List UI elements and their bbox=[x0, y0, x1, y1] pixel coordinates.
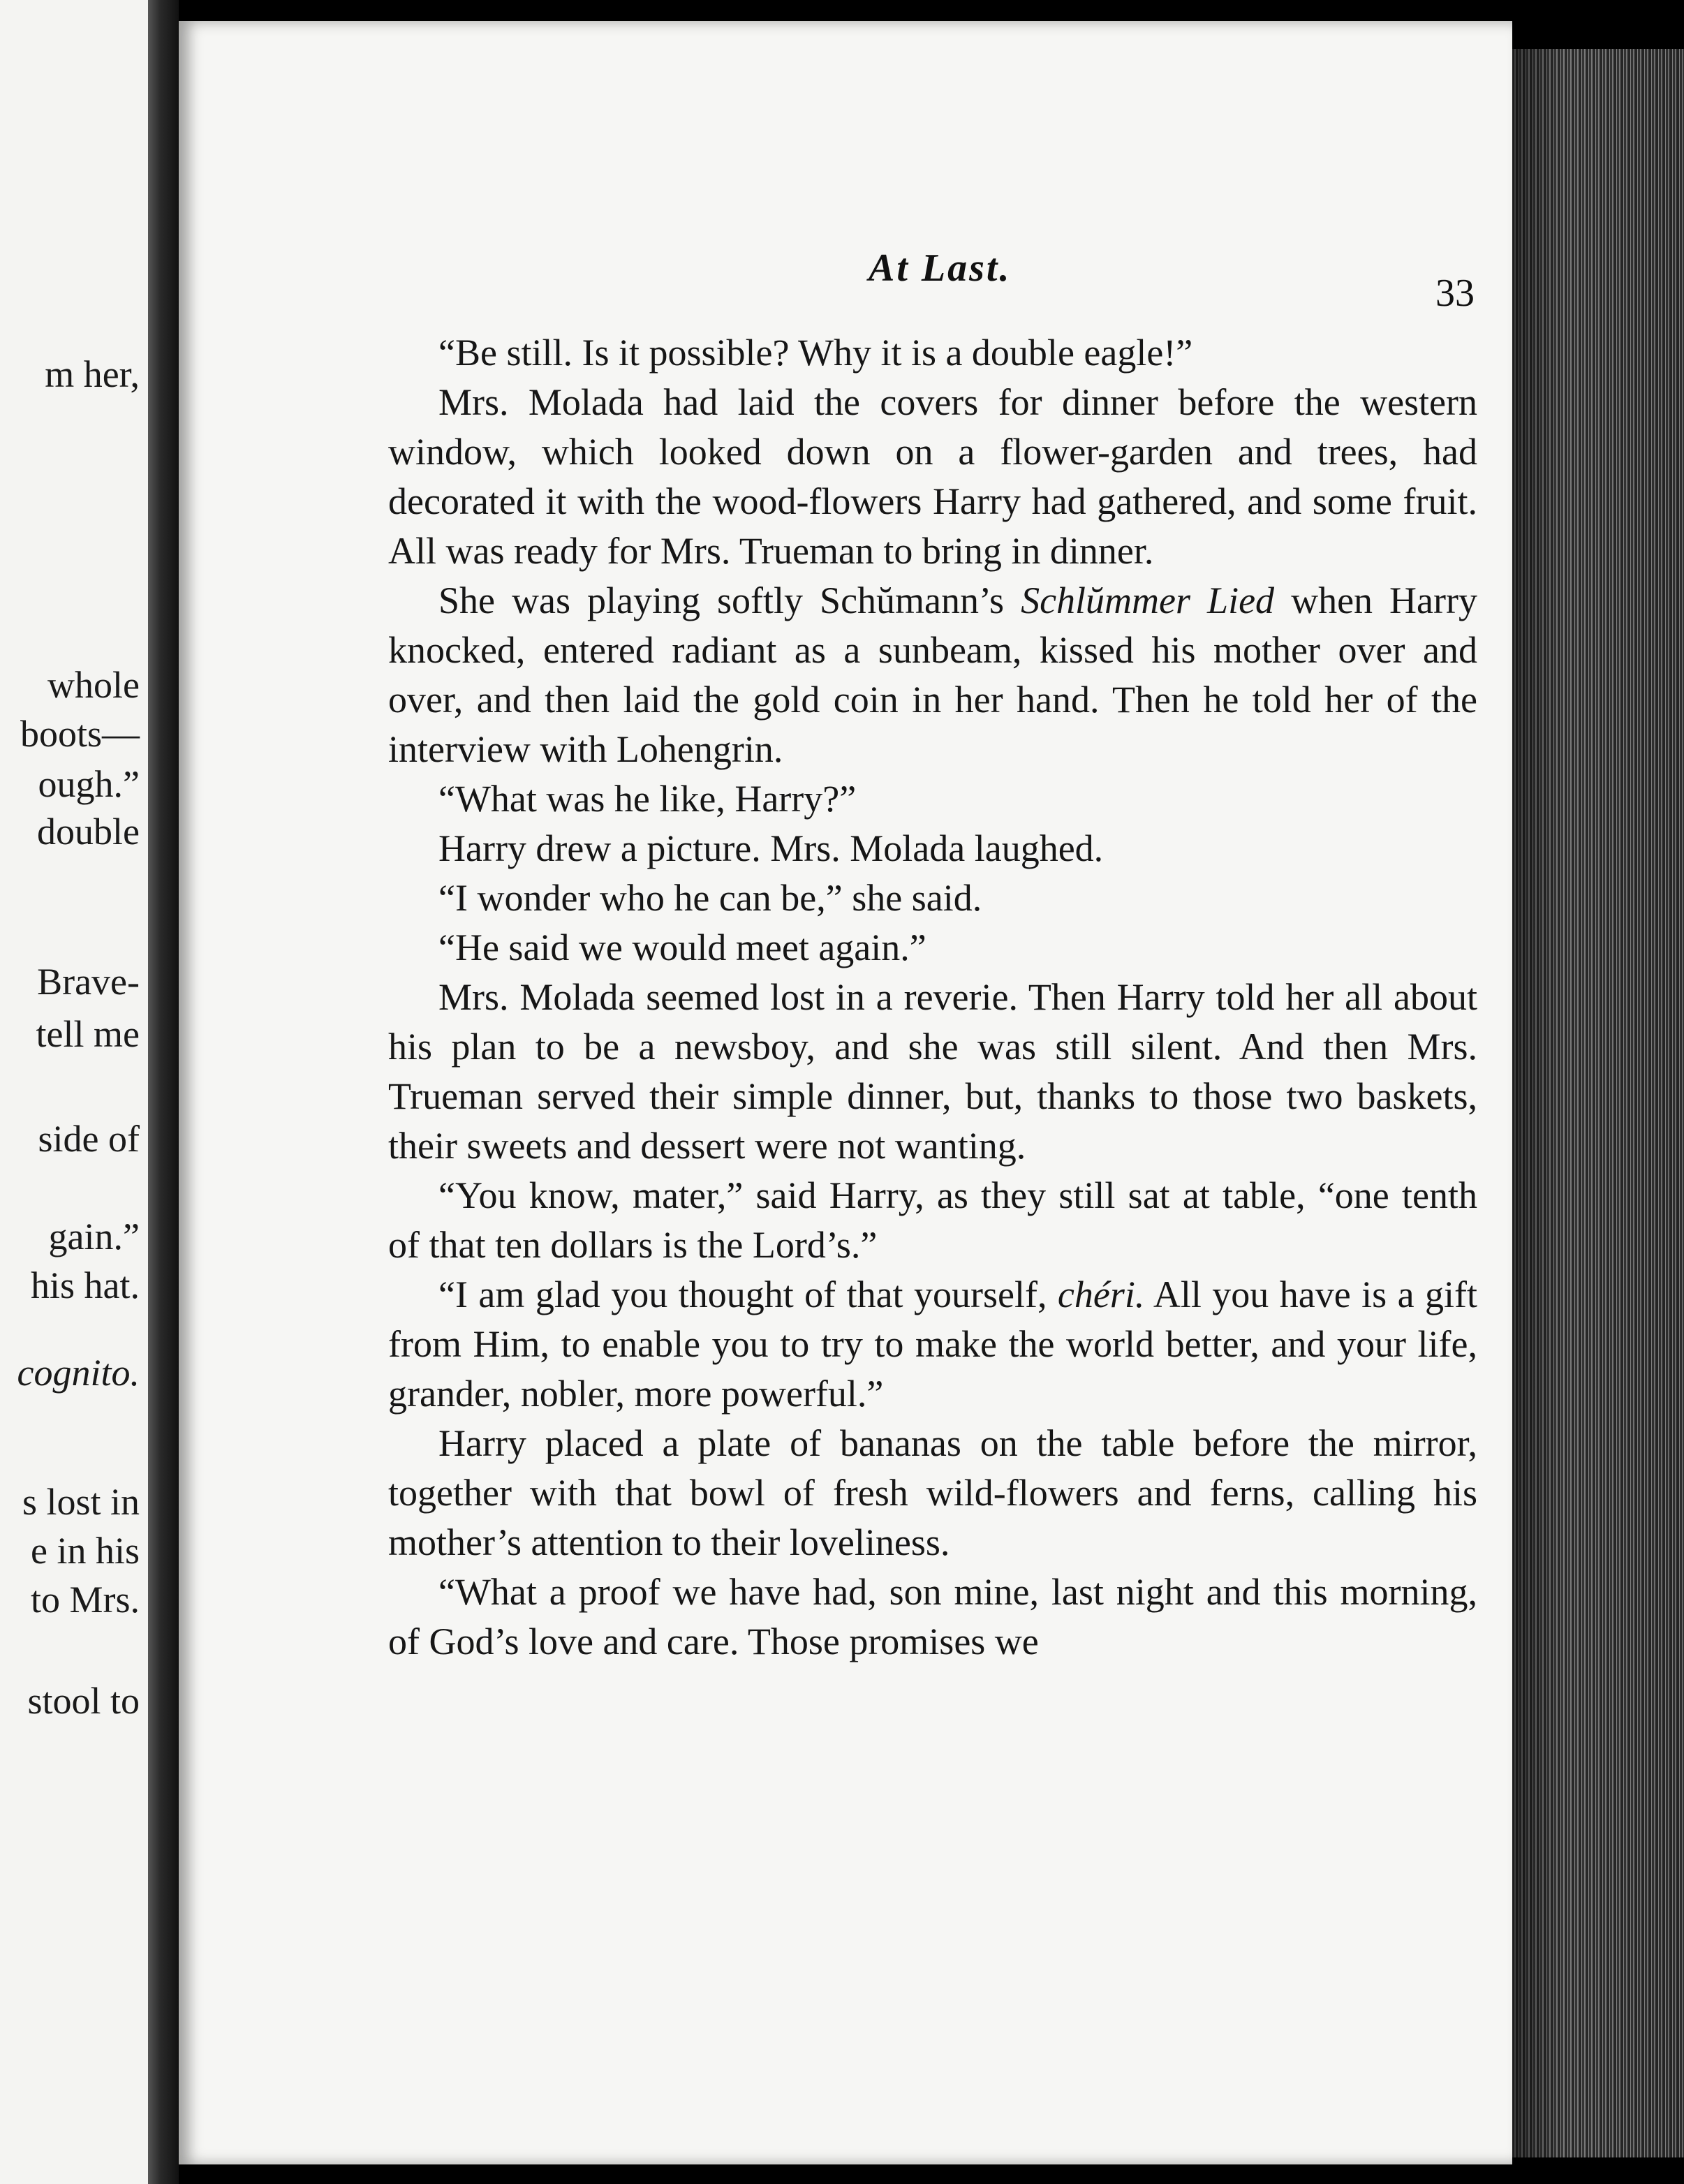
paragraph bbox=[388, 824, 1477, 873]
paragraph bbox=[388, 774, 1477, 824]
text-run: Mrs. Molada seemed lost in a reverie. Then Harry told her all about his plan to be a newsboy, and she was still silent. And then Mrs. Trueman served their simple dinner, but, thanks to those two baskets, their sweets and dessert were not wanting. bbox=[388, 976, 1477, 1167]
body-text bbox=[388, 328, 1477, 1667]
paragraph bbox=[388, 1270, 1477, 1419]
paragraph bbox=[388, 576, 1477, 774]
left-page-line: gain.” bbox=[48, 1216, 140, 1257]
italic-phrase: chéri. bbox=[1057, 1274, 1145, 1315]
left-page-line: tell me bbox=[36, 1013, 140, 1055]
italic-phrase: Schlŭmmer Lied bbox=[1021, 580, 1275, 621]
page-number: 33 bbox=[1435, 272, 1475, 315]
paragraph bbox=[388, 378, 1477, 576]
left-page-line: Brave- bbox=[37, 961, 140, 1003]
text-run: “I am glad you thought of that yourself, bbox=[438, 1274, 1058, 1315]
paragraph bbox=[388, 328, 1477, 378]
paragraph bbox=[388, 923, 1477, 973]
left-page-line: his hat. bbox=[31, 1264, 140, 1306]
paragraph bbox=[388, 873, 1477, 923]
paragraph bbox=[388, 1567, 1477, 1667]
text-run: She was playing softly Schŭmann’s bbox=[438, 580, 1021, 621]
left-page-line: to Mrs. bbox=[30, 1579, 140, 1621]
text-run: when Harry knocked, entered radiant as a sunbeam, kissed his mother over and over, and then laid the gold coin in her hand. Then he told her of the interview with Lohengrin. bbox=[388, 580, 1477, 770]
left-page bbox=[0, 0, 148, 2184]
left-page-line: whole bbox=[47, 664, 140, 706]
left-page-line: stool to bbox=[27, 1680, 140, 1722]
left-page-line: ough.” bbox=[38, 763, 140, 805]
page-stack-shade bbox=[1512, 49, 1684, 2157]
left-page-line: cognito. bbox=[17, 1352, 140, 1394]
text-run: “What a proof we have had, son mine, last night and this morning, of God’s love and care. Those promises we bbox=[388, 1571, 1477, 1662]
left-gutter-shadow bbox=[148, 0, 179, 2184]
running-head: At Last. bbox=[869, 246, 1012, 290]
left-page-line: e in his bbox=[31, 1530, 140, 1572]
text-run: All you have is a gift from Him, to enable you to try to make the world better, and your life, grander, nobler, more powerful.” bbox=[388, 1274, 1477, 1415]
text-run: “Be still. Is it possible? Why it is a double eagle!” bbox=[438, 332, 1193, 374]
text-run: “I wonder who he can be,” she said. bbox=[438, 877, 982, 919]
text-run: “He said we would meet again.” bbox=[438, 927, 926, 968]
text-run: Mrs. Molada had laid the covers for dinner before the western window, which looked down on a flower-garden and trees, had decorated it with the wood-flowers Harry had gathered, and some fruit. All was ready for Mrs. Trueman to bring in dinner. bbox=[388, 381, 1477, 572]
paragraph bbox=[388, 1419, 1477, 1567]
left-page-line: m her, bbox=[45, 353, 140, 395]
text-run: Harry placed a plate of bananas on the table before the mirror, together with that bowl of fresh wild-flowers and ferns, calling his mother’s attention to their loveliness. bbox=[388, 1422, 1477, 1563]
text-run: Harry drew a picture. Mrs. Molada laughed. bbox=[438, 827, 1104, 869]
left-page-line: side of bbox=[38, 1118, 140, 1160]
text-run: “You know, mater,” said Harry, as they still sat at table, “one tenth of that ten dollars is the Lord’s.” bbox=[388, 1174, 1477, 1266]
left-page-line: double bbox=[37, 811, 140, 853]
paragraph bbox=[388, 973, 1477, 1171]
left-page-line: s lost in bbox=[22, 1481, 140, 1523]
text-run: “What was he like, Harry?” bbox=[438, 778, 857, 820]
paragraph bbox=[388, 1171, 1477, 1270]
left-page-line: boots— bbox=[20, 713, 140, 755]
right-page bbox=[179, 21, 1512, 2164]
